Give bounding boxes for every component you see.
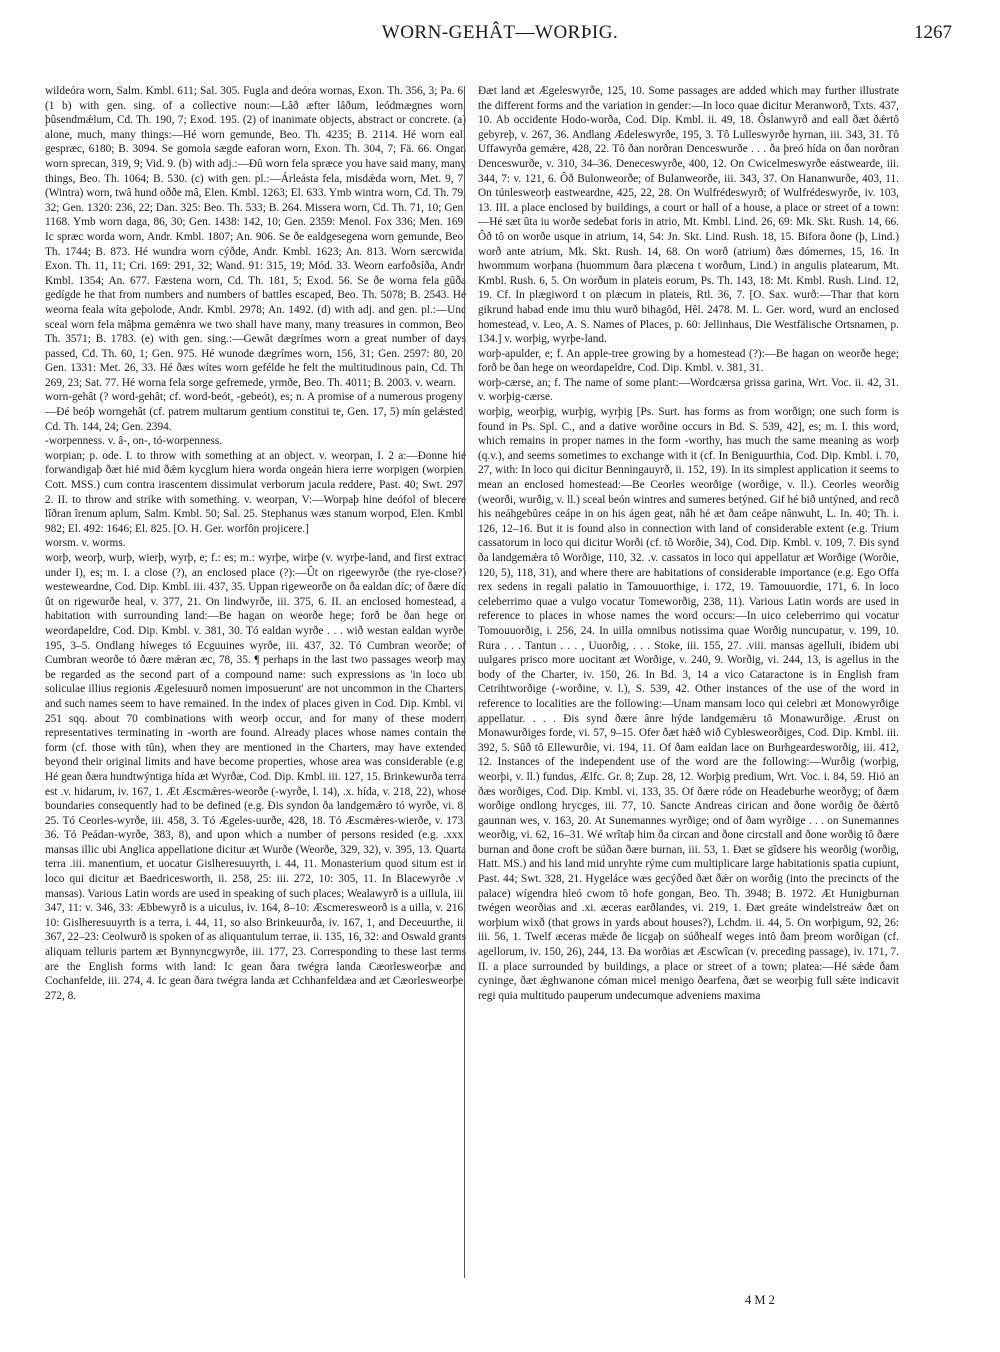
page-header — [0, 22, 1000, 56]
entry-worth: worþ, weorþ, wurþ, wierþ, wyrþ, e; f.: es; m.: wyrþe, wirþe (v. wyrþe-land, and first extract under I), es; m. I. a close (?), an enclosed place (?):—Ût on rigeewyrðe (the rye-close?) westeweardne, Cod. Dip. Kmbl. iii. 437, 35. Uppan rigeweorðe on ða ealdan díc; of ðære díc ût on rigewurðe heal, v. 377, 21. On lindwyrðe, iii. 375, 6. II. an enclosed homestead, a habitation with surrounding land:—Be hagan on weorðe hege; forð be ðan hege on weordapeldre, Cod. Dip. Kmbl. v. 381, 30. Tó ealdan wyrðe . . . wið westan ealdan wyrðe, 195, 3–5. Ondlang híweges tó Ecguuines wyrðe, iii. 437, 32. Tó Cumbran weorðe; of Cumbran weorðe tó ðære mǽran æc, 78, 35. ¶ perhaps in the last two passages weorþ may be regarded as the second part of a compound name: such expressions as 'in loco ubi soliculae illius regionis Ægelesuurð nomen imposuerunt' are not uncommon in the Charters, and such names seem to have remained. In the index of places given in Cod. Dip. Kmbl. vi. 251 sqq. about 70 combinations with weorþ occur, and for many of these modern representatives terminating in -worth are found. Already places whose names contain the form (cf. those with tûn), when they are mentioned in the Charters, may have extended beyond their original limits and have become properties, whose area was considerable (e.g. Hé gean ðæra hundtwýntiga hída æt Wyrðæ, Cod. Dip. Kmbl. iii. 127, 15. Brinkewurða terra est .v. hidarum, iv. 167, 1. Æt Æscmǽres-weorðe (-wyrðe, l. 14), .x. hída, v. 218, 22), whose boundaries consequently had to be defined (e.g. Ðis syndon ða landgemǽro tó wyrðe, vi. 8, 25. Tó Ceorles-wyrðe, iii. 458, 3. Tó Ægeles-uurðe, 428, 18. Tó Æscmǽres-wierðe, v. 173, 36. Tó Peádan-wyrðe, 383, 8), and upon which a number of persons resided (e.g. .xxx. mansas illic ubi Anglica appellatione dicitur æt Wurðe (Weorðe, 329, 32), v. 395, 13. Quarta terra .iii. manentium, et uocatur Gislheresuuyrth, i. 44, 11. Monasterium quod situm est in loco qui dicitur æt Baedricesworth, ii. 258, 25: iii. 272, 10: 305, 11. In Blacewyrðe .v. mansas). Various Latin words are used in speaking of such places; Wealawyrð is a uillula, iii. 347, 11: v. 346, 33: Æbbewyrð is a uiculus, iv. 164, 8–10: Æscmeresweorð is a uilla, v. 216, 10: Gislheresuuyrth is a terra, i. 44, 11, so also Brinkeuurða, iv. 167, 1, and Deceuurthe, ii. 367, 22–23: Ceolwurð is spoken of as aliquantulum terrae, ii. 135, 16, 32: and Oswald grants aliquam telluris partem æt Bynnyncgwyrðe, iii. 177, 23. Corresponding to these last terms are the English forms with land: Ic gean ðara twégra landa Cæorlesweorþæ and Cochanfelde, iii. 274, 4. Ic gean ðara twégra landa æt Cchhanfeldæa and æt Cæorlesweorþe, 272, 8. — [45, 552, 466, 1002]
running-title: WORN-GEHÂT—WORÞIG. — [381, 22, 619, 43]
column-divider — [464, 86, 465, 1278]
entry-worth-continued: Ðæt land æt Ægeleswyrðe, 125, 10. Some passages are added which may further illustrate the different forms and the variation in gender:—In loco quae dicitur Meranworð, Txts. 437, 10. Ab occidente Hodo-worða, Cod. Dip. Kmbl. ii. 49, 18. Ôslanwyrð and eall ðæt ðǽrtô gebyreþ, v. 267, 36. Andlang Ædeleswyrðe, 195, 3. Tô Lulleswyrðe hyrnan, iii. 343, 31. Tô Uffawyrða gemǽre, 428, 22. Tô ðan norðran Denceswurðe . . . ða þreó hída on ðan norðran Denceswurðe, v. 310, 34–36. Deneceswyrðe, 400, 12. On Cwicelmeswyrðe eástwearde, iii. 344, 7: v. 121, 6. Ôð Bulonweorðe; of Bulanweorðe, iii. 343, 37. On Hananwurðe, 403, 11. On túnlesweorþ eastweardne, 425, 22, 28. On Wulfrédeswyrð; of Wulfrédeswyrðe, iv. 103, 13. III. a place enclosed by buildings, a court or hall of a house, a place or street of a town:—Hé sæt ûta iu worðe sedebat foris in atrio, Mt. Kmbl. Lind. 26, 69: Mk. Skt. Rush. 14, 66. Ôð tô on worðe usque in atrium, 14, 54: Jn. Skt. Lind. Rush. 18, 15. Bifora ðone (þ, Lind.) worð ante atrium, Mk. Skt. Rush. 14, 68. On worð (atrium) ðæs dómernes, 15, 16. In hwommum worþana (huommum ðara plæcena t worðum, Lind.) in angulis platearum, Mt. Kmbl. Rush. 6, 5. On worðum in plateis eorum, Ps. Th. 143, 18: Mt. Kmbl. Rush. Lind. 12, 19. Cf. In plægiword t on plæcum in plateis, Rtl. 36, 7. [O. Sax. wurð:—Thar that korn gikrund habad ende imu thiu wurð bihagôd, Hêl. 2478. M. L. Ger. word, wurd an enclosed homestead, v. Leo, A. S. Names of Places, p. 60: Jellinhaus, Die Westfälische Ortsnamen, p. 134.] v. worþig, wyrþe-land. — [478, 85, 899, 346]
entry-worsm: worsm. v. worms. — [45, 537, 126, 550]
entry-worpian: worpian; p. ode. I. to throw with something at an object. v. weorpan, I. 2 a:—Ðonne hié forwandigaþ ðæt hié mid ðǽm kycglum hiera worda ongeán hiera ierre worpigen (worpien, Cott. MSS.) cum contra irascentem dissimulat verborum jacula reddere, Past. 40; Swt. 297, 2. II. to throw and strike with something. v. weorpan, V:—Worpaþ hine deófol of blecere lîðran îrenum aplum, Salm. Kmbl. 50; Sal. 25. Stephanus wæs stanum worpod, Elen. Kmbl. 982; El. 492: 1646; El. 825. [O. H. Ger. worfôn projicere.] — [45, 449, 466, 535]
entry-worpenness: -worpenness. v. â-, on-, tó-worpenness. — [45, 435, 223, 448]
entry-worth-caerse: worþ-cærse, an; f. The name of some plant:—Wordcærsa grissa garina, Wrt. Voc. ii. 42, 31. v. worþig-cærse. — [478, 376, 899, 404]
entry-worn-gehat: worn-gehât (? word-gehât; cf. word-beót, -gebeót), es; n. A promise of a numerous progeny:—Ðé beóþ worngehât (cf. patrem multarum gentium constitui te, Gen. 17, 5) mín gelǽsted, Cd. Th. 144, 24; Gen. 2394. — [45, 391, 466, 433]
entry-worn-continued: wildeóra worn, Salm. Kmbl. 611; Sal. 305. Fugla and deóra wornas, Exon. Th. 356, 3; Pa. 6. (1 b) with gen. sing. of a collective noun:—Lâð æfter lâðum, leódmægnes worn, þûsendmǽlum, Cd. Th. 190, 7; Exod. 195. (2) of inanimate objects, abstract or concrete. (a) alone, much, many things:—Hé worn gemunde, Beo. Th. 4235; B. 2114. Hé worn eall gespræc, 6180; B. 3094. Se gomola sægde eaforan worn, Exon. Th. 304, 7; Fä. 66. Ongan worn sprecan, 319, 9; Vid. 9. (b) with adj.:—Ðû worn fela spræce you have said many, many things, Beo. Th. 1064; B. 530. (c) with gen. pl.:—Árleásta fela, misdǽda worn, Met. 9, 7. (Wintra) worn, twâ hund oððe mâ, Elen. Kmbl. 1263; El. 633. Ymb wintra worn, Cd. Th. 79, 32; Gen. 1320: 236, 22; Dan. 325: Beo. Th. 533; B. 264. Missera worn, Cd. Th. 71, 10; Gen. 1168. Ymb worn daga, 86, 30; Gen. 1438: 142, 10; Gen. 2359: Menol. Fox 336; Men. 169. Ic spræc worda worn, Andr. Kmbl. 1807; An. 906. Se ðe ealdgesegena worn gemunde, Beo. Th. 1744; B. 873. Hé wundra worn cýðde, Andr. Kmbl. 1623; An. 813. Worn særcwida, Exon. Th. 11, 11; Cri. 169: 291, 32; Wand. 91: 315, 19; Mód. 33. Weorn earfoðsíða, Andr. Kmbl. 1354; An. 677. Fæstena worn, Cd. Th. 181, 5; Exod. 56. Se ðe worna fela gûða gedígde he that from numbers and numbers of battles escaped, Beo. Th. 5078; B. 2543. Hé weorna feala wíta geþolode, Andr. Kmbl. 2978; An. 1492. (d) with adj. and gen. pl.:—Unc sceal worn fela mâþma gemǽnra we two shall have many, many treasures in common, Beo. Th. 3571; B. 1783. (e) with gen. sing.:—Gewât dægrímes worn a great number of days passed, Cd. Th. 60, 1; Gen. 975. Hé wunode dægrímes worn, 156, 31; Gen. 2597: 80, 20; Gen. 1331: Met. 26, 33. Hé ðæs wítes worn gefélde he felt the multitudinous pain, Cd. Th. 269, 23; Sat. 77. Hé worna fela sorge gefremede, yrmðe, Beo. Th. 4011; B. 2003. v. wearn. — [45, 85, 466, 389]
page-number: 1267 — [914, 22, 952, 43]
left-column — [45, 84, 466, 1003]
entry-worthig: worþig, weorþig, wurþig, wyrþig [Ps. Surt. has forms as from worðign; one such form is found in Ps. Spl. C., and a dative worðine occurs in Bd. S. 539, 42], es; m. I. this word, which remains in proper names in the form -worthy, has much the same meaning as worþ (q.v.), and seems sometimes to exchange with it (cf. In Beniguurthia, Cod. Dip. Kmbl. i. 70, 27, with: In loco qui dicitur Benningauyrð, ii. 152, 19). In its simplest application it seems to mean an enclosed homestead:—Be Ceorles weorðige (worðige, v. ll.). Ceorles weorðig (weorði, wurðig, v. ll.) sceal beón wintres and sumeres betýned. Gif hé bið untýned, and recð his neáhgebûres ceápe in on his ágen geat, nâh hé æt ðam ceápe nânwuht, L. In. 40; Th. i. 126, 12–16. But it is found also in connection with land of considerable extent (e.g. Trium cassatorum in loco qui dicitur Worði (cf. tô Worðie, 34), Cod. Dip. Kmbl. v. 109, 7. Ðis synd ða landgemǽra tô Worðige, 110, 32. .v. cassatos in loco qui appellatur æt Worðige (Worðie, 120, 5), 118, 31), and where there are habitations of considerable importance (e.g. Ego Offa rex sedens in regali palatio in Tamouuorthige, i. 172, 19. Tamouuordie, 171, 6. In loco celeberrimo quae a vulgo vocatur Tomeworðig, 238, 11). Various Latin words are used in reference to places in whose names the word occurs:—In uico celeberrimo qui vocatur Tomouuorðig, i. 256, 24. In uilla omnibus notissima quae Worðig nuncupatur, v. 199, 10. Rura . . . Tantun . . . , Uuorðig, . . . Stoke, iii. 155, 27. .viii. mansas agelluli, ibidem ubi uulgares prisco more uocitant æt Worðige, v. 240, 9. Worðig, vi. 244, 13, is agellus in the body of the Charter, iv. 150, 26. In Bd. 3, 14 a vico Cataractone is in English fram Cetrihtworðige (-worðine, v. l.), S. 539, 42. Other instances of the use of the word in reference to localities are the following:—Unam mansam loco qui celebri æt Monowyrðige appellatur. . . . Ðis synd ðære ânre hýde landgemǽru tô Monawurðige. Ærust on Monawurðiges forde, vi. 57, 9–15. Ofer ðæt hǽð wið Cyblesweorðiges, Cod. Dip. Kmbl. iii. 392, 5. Sûð tô Ellewurðie, vi. 194, 11. Of ðam ealdan lace on Burhgeardesworðig, iii. 412, 12. Instances of the independent use of the word are the following:—Wurðig (worþig, weorþi, v. ll.) fundus, Ælfc. Gr. 8; Zup. 28, 12. Worþig predium, Wrt. Voc. i. 84, 59. Hió an ðæs worðiges, Cod. Dip. Kmbl. vi. 133, 35. Of ðære róde on Headeburhe weorðyg; of ðæm worðige ondlong hrycges, iii. 77, 10. Sancte Andreas cirican and ðone worðig ðe ðǽrtô gaunnan wes, v. 163, 20. At Sunemannes wyrðige; ond of ðam wyrðige . . . on Sunemannes weorðig, vi. 62, 16–31. Wé wrîtaþ him ða circan and ðone circstall and ðone worðig tô ðære burnan and ðone croft be súðan ðære burnan, iii. 53, 1. Ðæt se gîdsere his weorðig (worðig, Hatt. MS.) and his land mid unryhte rýme cum multiplicare large habitationis spatia cupiunt, Past. 44; Swt. 328, 21. Hygeláce wæs gecýðed ðæt ðǽr on worðig (into the precincts of the palace) wígendra hleó cwom tô hofe gongan, Beo. Th. 3948; B. 1972. Æt Hunigburnan twégen weorðias and .xi. æceras earðlandes, vi. 219, 1. Ðæt greáte windelstreáw ðæt on worþium wixð (that grows in yards about houses?), Lchdm. ii. 44, 5. On worþigum, 92, 26: iii. 56, 1. Twelf æceras mǽde ðe licgaþ on súðhealf weges intô ðam þreom worðigan (cf. agellorum, iv. 150, 26), 244, 13. Ða worðias æt Æscwîcan (v. preceding passage), iv. 171, 7. II. a place surrounded by buildings, a place or street of a town; platea:—Hé sǽde ðam cyninge, ðæt ǽghwanone cóman micel menigo ðearfena, ðæt se weorþig full sǽte indicavit regi quia multitudo pauperum undecumque adveniens maxima — [478, 406, 899, 1002]
signature-mark: 4 M 2 — [745, 1293, 775, 1307]
entry-worth-apulder: worþ-apulder, e; f. An apple-tree growing by a homestead (?):—Be hagan on weorðe hege; forð be ðan hege on weordapeldre, Cod. Dip. Kmbl. v. 381, 31. — [478, 347, 899, 375]
right-column — [478, 84, 899, 1003]
